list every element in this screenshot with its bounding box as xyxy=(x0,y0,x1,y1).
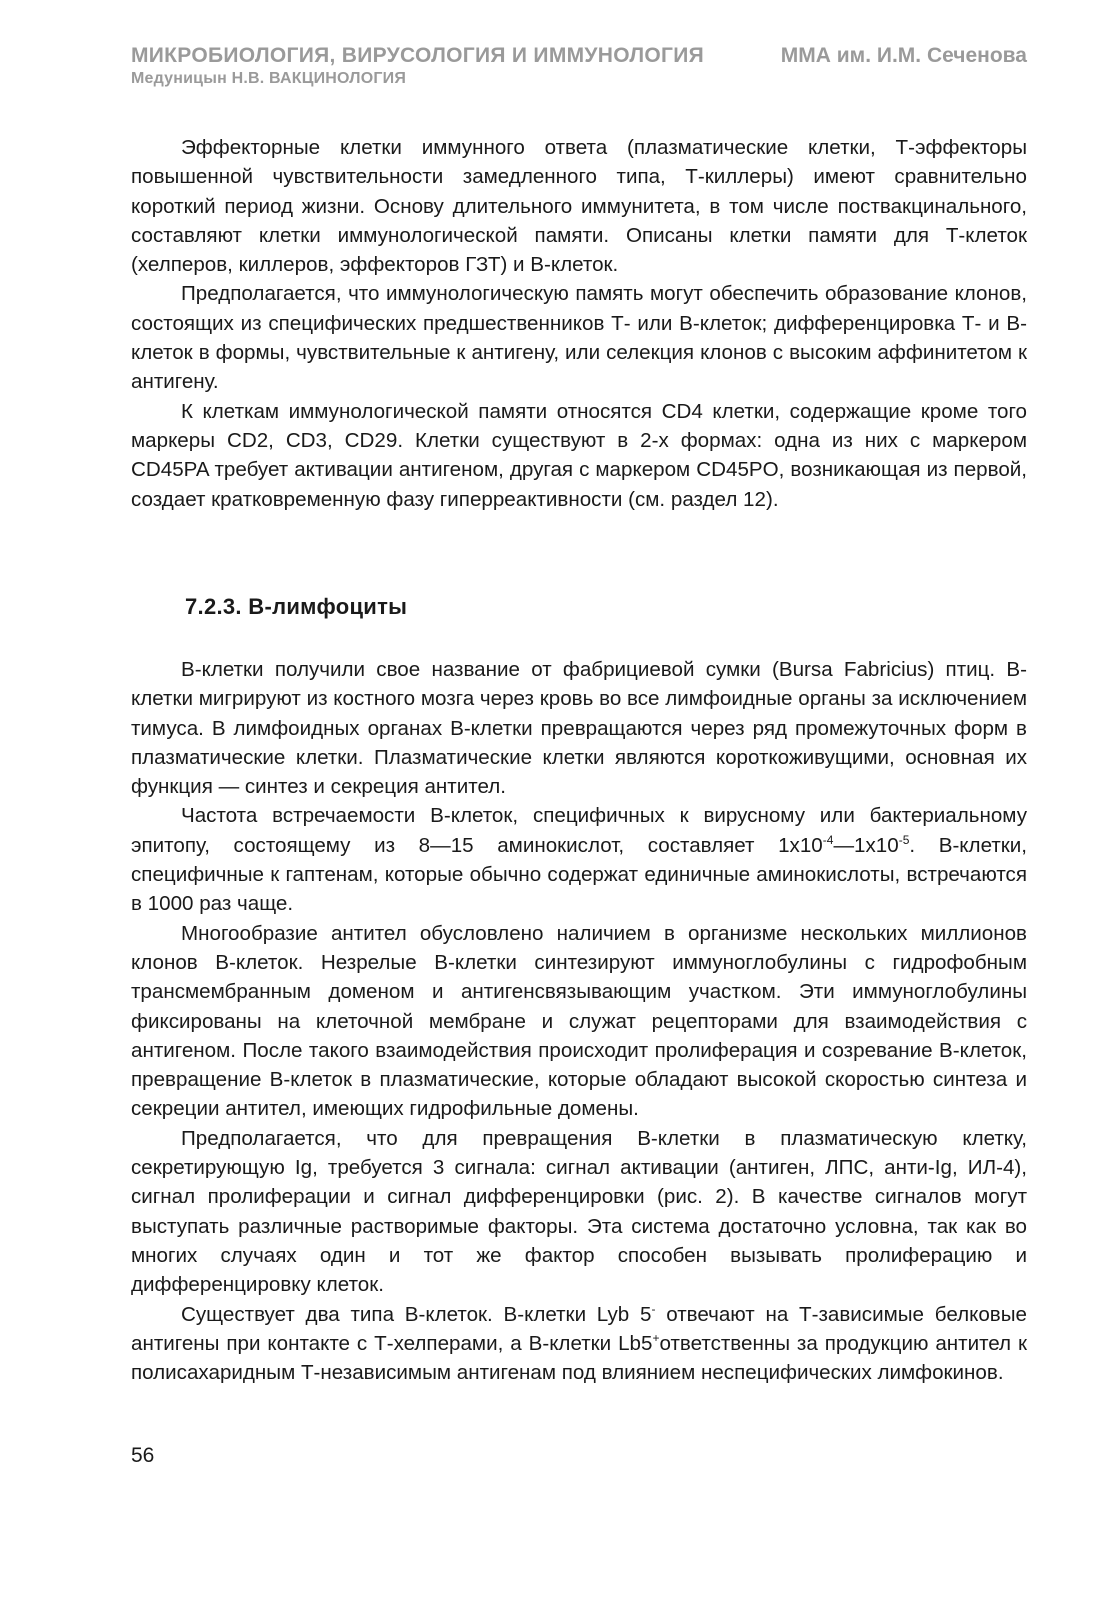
series-title: МИКРОБИОЛОГИЯ, ВИРУСОЛОГИЯ И ИММУНОЛОГИЯ xyxy=(131,44,705,67)
text-run: отвечают на Т-зависимые белковые антигены при контакте с Т-хелперами, а В-клетки Lb5 xyxy=(131,1302,1027,1355)
page-number: 56 xyxy=(131,1444,155,1467)
text-run: Существует два типа В-клеток. В-клетки Lyb 5 xyxy=(181,1302,652,1326)
paragraph: Предполагается, что иммунологическую память могут обеспечить образование клонов, состоящих из специфических предшественников Т- или В-клеток; дифференцировка Т- и В-клеток в формы, чувствительные к антигену, или селекция клонов с высоким аффинитетом к антигену. xyxy=(131,282,1027,394)
superscript: -4 xyxy=(822,832,834,847)
text-run: ответственны за продукцию антител к полисахаридным Т-независимым антигенам под влиянием неспецифических лимфокинов. xyxy=(131,1331,1027,1385)
paragraph xyxy=(131,1300,1027,1388)
superscript: - xyxy=(651,1301,656,1316)
paragraph: В-клетки получили свое название от фабрициевой сумки (Bursa Fabricius) птиц. В-клетки мигрируют из костного мозга через кровь во все лимфоидные органы за исключением тимуса. В лимфоидных органах В-клетки превращаются через ряд промежуточных форм в плазматические клетки. Плазматические клетки являются короткоживущими, основная их функция — синтез и секреция антител. xyxy=(131,658,1027,799)
paragraph: Многообразие антител обусловлено наличием в организме нескольких миллионов клонов В-клеток. Незрелые В-клетки синтезируют иммуноглобулины с гидрофобным трансмембранным доменом и антигенсвязывающим участком. Эти иммуноглобулины фиксированы на клеточной мембране и служат рецепторами для взаимодействия с антигеном. После такого взаимодействия происходит пролиферация и созревание В-клеток, превращение В-клеток в плазматические, которые обладают высокой скоростью синтеза и секреции антител, имеющих гидрофильные домены. xyxy=(131,921,1027,1121)
superscript: + xyxy=(652,1330,660,1345)
author-work-line: Медуницын Н.В. ВАКЦИНОЛОГИЯ xyxy=(131,70,407,87)
institution-name: ММА им. И.М. Сеченова xyxy=(780,44,1027,67)
superscript: -5 xyxy=(898,832,910,847)
running-header xyxy=(131,44,1027,88)
paragraph: Предполагается, что для превращения В-клетки в плазматическую клетку, секретирующую Ig, требуется 3 сигнала: сигнал активации (антиген, ЛПС, анти-Ig, ИЛ-4), сигнал пролиферации и сигнал дифференцировки (рис. 2). В качестве сигналов могут выступать различные растворимые факторы. Эта система достаточно условна, так как во многих случаях один и тот же фактор способен вызывать пролиферацию и дифференцировку клеток. xyxy=(131,1126,1027,1297)
paragraph: К клеткам иммунологической памяти относятся CD4 клетки, содержащие кроме того маркеры CD2, CD3, CD29. Клетки существуют в 2-х формах: одна из них с маркером CD45PA требует активации антигеном, другая с маркером CD45PO, возникающая из первой, создает кратковременную фазу гиперреактивности (см. раздел 12). xyxy=(131,399,1027,511)
paragraph: Эффекторные клетки иммунного ответа (плазматические клетки, Т-эффекторы повышенной чувствительности замедленного типа, Т-киллеры) имеют сравнительно короткий период жизни. Основу длительного иммунитета, в том числе поствакцинального, составляют клетки иммунологической памяти. Описаны клетки памяти для Т-клеток (хелперов, киллеров, эффекторов ГЗТ) и В-клеток. xyxy=(131,136,1027,277)
text-run: . В-клетки, специфичные к гаптенам, которые обычно содержат единичные аминокислоты, встречаются в 1000 раз чаще. xyxy=(131,833,1028,916)
section-heading: 7.2.3. В-лимфоциты xyxy=(185,594,408,619)
text-run: —1x10 xyxy=(833,833,899,857)
text-run: Частота встречаемости В-клеток, специфичных к вирусному или бактериальному эпитопу, состоящему из 8—15 аминокислот, составляет 1x10 xyxy=(131,804,1027,857)
paragraph xyxy=(131,801,1027,918)
running-header-row xyxy=(131,44,1027,68)
body-text-top xyxy=(131,133,1027,514)
body-text-bottom xyxy=(131,655,1027,1387)
